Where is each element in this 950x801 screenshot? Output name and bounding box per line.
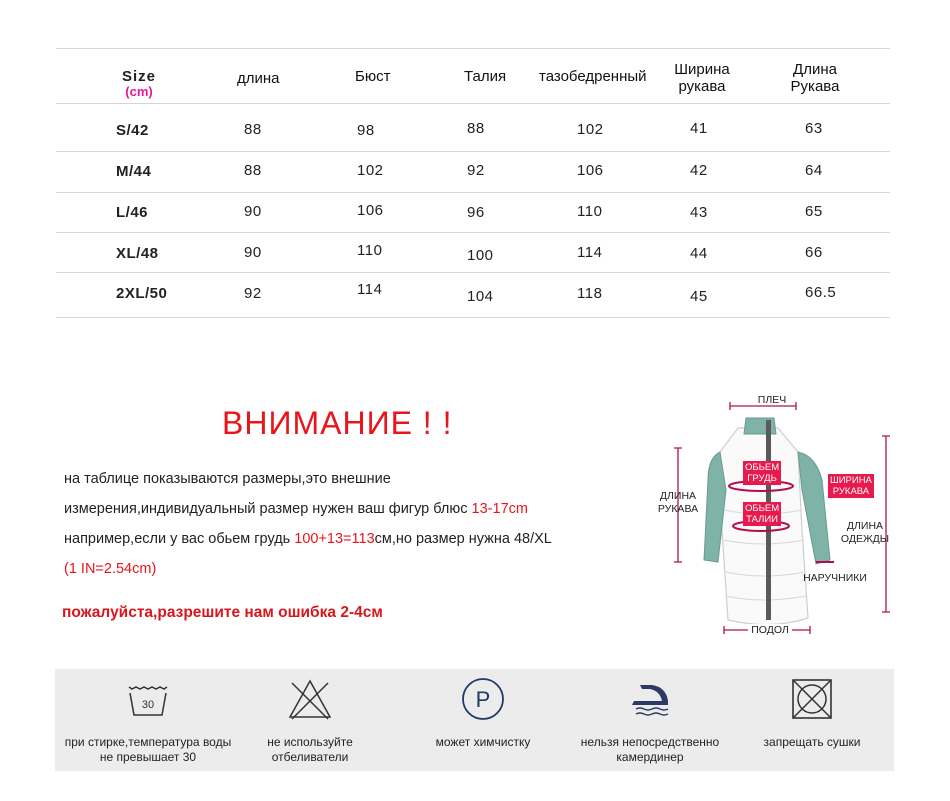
label-cuffs: НАРУЧНИКИ — [803, 572, 867, 584]
waist-cell: 88 — [467, 120, 485, 137]
header-sleeve-width-line1: Ширина — [674, 61, 730, 78]
care-label-iron-line1: нельзя непосредственно — [580, 735, 720, 749]
length-cell: 88 — [244, 162, 262, 179]
label-sleeve-length — [650, 490, 706, 516]
size-cell: L/46 — [116, 204, 149, 221]
hips-cell: 102 — [577, 121, 604, 138]
length-cell: 92 — [244, 285, 262, 302]
size-column-title: Size — [121, 68, 156, 85]
size-cell: XL/48 — [116, 245, 159, 262]
care-label-iron — [565, 735, 735, 765]
tolerance-note: пожалуйста,разрешите нам ошибка 2-4см — [62, 604, 383, 621]
table-rule — [56, 272, 890, 273]
header-sleeve-length-line2: Рукава — [790, 78, 840, 95]
length-cell: 90 — [244, 244, 262, 261]
dry-clean-p-icon — [459, 675, 507, 723]
header-bust: Бюст — [355, 68, 391, 85]
care-label-dry-clean-line1: может химчистку — [435, 735, 531, 749]
hips-cell: 106 — [577, 162, 604, 179]
care-item-wash — [63, 669, 233, 771]
table-rule — [56, 48, 890, 49]
sleeve-width-cell: 42 — [690, 162, 708, 179]
sleeve-width-cell: 44 — [690, 245, 708, 262]
sleeve-length-cell: 66.5 — [805, 284, 837, 301]
header-sleeve-length — [775, 61, 855, 95]
hips-cell: 110 — [577, 203, 603, 220]
label-garment-length-line2: ОДЕЖДЫ — [840, 533, 890, 545]
header-waist: Талия — [464, 68, 507, 85]
label-garment-length — [840, 520, 890, 546]
header-sleeve-width-line2: рукава — [678, 78, 726, 95]
care-label-tumble-dry — [727, 735, 897, 750]
sleeve-width-cell: 41 — [690, 120, 708, 137]
waist-cell: 104 — [467, 288, 494, 305]
size-cell: 2XL/50 — [116, 285, 168, 302]
sleeve-width-cell: 45 — [690, 288, 708, 305]
badge-waist-line1: ОБЬЕМ — [745, 503, 780, 514]
sleeve-width-cell: 43 — [690, 204, 708, 221]
wash-temperature: 30 — [141, 699, 155, 711]
label-shoulder: ПЛЕЧ — [757, 394, 787, 406]
care-label-wash-line2: не превышает 30 — [99, 750, 197, 764]
care-item-tumble-dry — [727, 669, 897, 771]
sleeve-length-cell: 63 — [805, 120, 823, 137]
badge-waist — [743, 502, 781, 526]
length-cell: 90 — [244, 203, 262, 220]
badge-sleeve-width — [828, 474, 874, 498]
size-cell: M/44 — [116, 163, 152, 180]
badge-waist-line2: ТАЛИИ — [746, 514, 779, 525]
no-tumble-dry-icon — [788, 675, 836, 723]
care-item-iron — [565, 669, 735, 771]
header-hips: тазобедренный — [539, 68, 647, 85]
note-line-3 — [64, 531, 552, 547]
label-sleeve-length-line1: ДЛИНА — [659, 490, 697, 502]
note-line-2 — [64, 501, 528, 517]
note-line-3-text: например,если у вас обьем грудь — [64, 531, 295, 547]
bust-cell: 102 — [357, 162, 384, 179]
attention-heading: ВНИМАНИЕ ! ! — [222, 405, 453, 441]
bust-cell: 114 — [357, 281, 383, 298]
badge-sleeve-width-line2: РУКАВА — [832, 486, 870, 497]
header-sleeve-length-line1: Длина — [793, 61, 837, 78]
no-steam-iron-icon — [626, 675, 674, 723]
waist-cell: 100 — [467, 247, 494, 264]
note-line-2-text: измерения,индивидуальный размер нужен ваш фигур блюс — [64, 501, 472, 517]
size-unit-label: (cm) — [125, 84, 153, 99]
care-label-bleach — [225, 735, 395, 765]
note-line-3-highlight: 100+13=113 — [294, 531, 375, 547]
dry-clean-letter: P — [475, 687, 491, 712]
wash-30-icon — [124, 675, 172, 723]
badge-chest — [743, 461, 781, 485]
care-label-iron-line2: камердинер — [616, 750, 684, 764]
label-sleeve-length-line2: РУКАВА — [657, 503, 699, 515]
sleeve-length-cell: 65 — [805, 203, 823, 220]
care-instructions-band — [55, 669, 894, 771]
care-item-bleach — [225, 669, 395, 771]
waist-cell: 96 — [467, 204, 485, 221]
sleeve-length-cell: 64 — [805, 162, 823, 179]
care-label-wash — [63, 735, 233, 765]
note-line-1: на таблице показываются размеры,это внешние — [64, 471, 391, 487]
measurement-diagram — [650, 390, 890, 645]
care-item-dry-clean — [398, 669, 568, 771]
table-rule — [56, 192, 890, 193]
badge-chest-line2: ГРУДЬ — [747, 473, 777, 484]
size-cell: S/42 — [116, 122, 149, 139]
label-garment-length-line1: ДЛИНА — [846, 520, 884, 532]
badge-sleeve-width-line1: ШИРИНА — [830, 475, 872, 486]
header-sleeve-width — [662, 61, 742, 95]
bust-cell: 106 — [357, 202, 384, 219]
care-label-bleach-line2: отбеливатели — [271, 750, 349, 764]
waist-cell: 92 — [467, 162, 485, 179]
bust-cell: 98 — [357, 122, 375, 139]
bust-cell: 110 — [357, 242, 383, 259]
hips-cell: 118 — [577, 285, 603, 302]
care-label-bleach-line1: не используйте — [267, 735, 353, 749]
care-label-dry-clean — [398, 735, 568, 750]
note-line-2-highlight: 13-17cm — [471, 501, 528, 517]
length-cell: 88 — [244, 121, 262, 138]
size-table — [56, 48, 890, 318]
care-label-tumble-dry-line1: запрещать сушки — [763, 735, 861, 749]
note-line-3-text-end: см,но размер нужна 48/XL — [374, 531, 552, 547]
table-rule — [56, 151, 890, 152]
header-length: длина — [237, 70, 280, 87]
label-hem: ПОДОЛ — [748, 624, 792, 637]
table-rule — [56, 317, 890, 318]
sleeve-length-cell: 66 — [805, 244, 823, 261]
table-rule — [56, 103, 890, 104]
no-bleach-icon — [286, 675, 334, 723]
care-label-wash-line1: при стирке,температура воды — [64, 735, 232, 749]
hips-cell: 114 — [577, 244, 603, 261]
badge-chest-line1: ОБЬЕМ — [745, 462, 780, 473]
note-line-4-conversion: (1 IN=2.54cm) — [64, 561, 157, 577]
table-rule — [56, 232, 890, 233]
